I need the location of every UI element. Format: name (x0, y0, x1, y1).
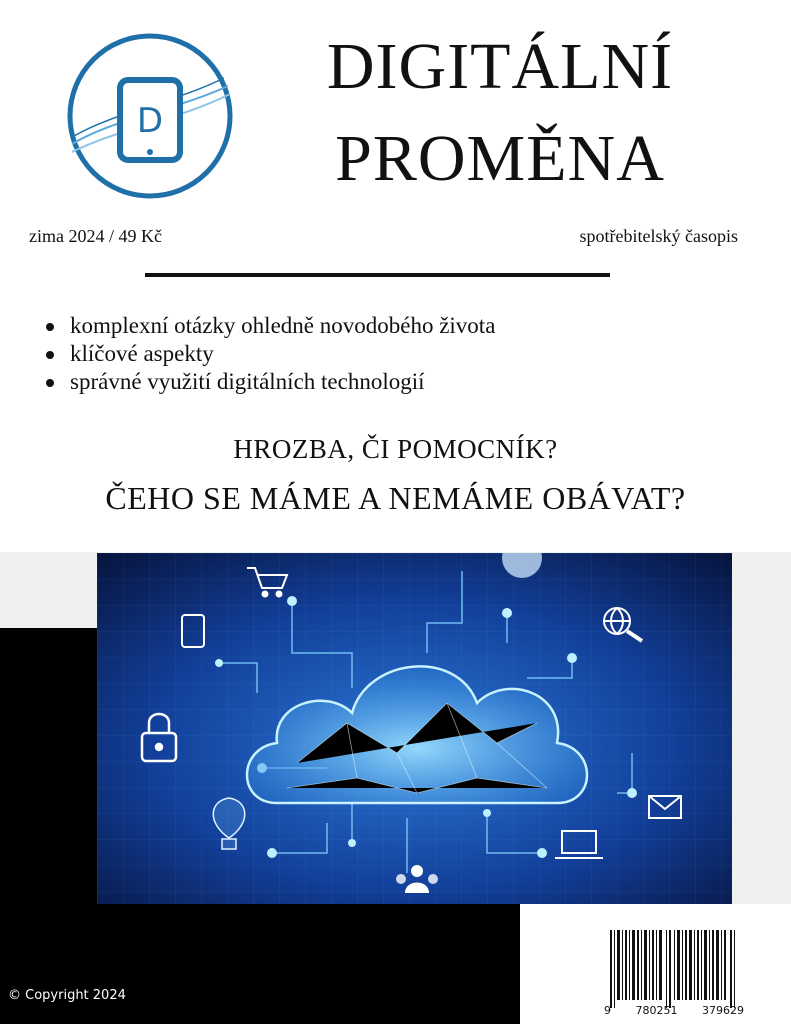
grey-side-panel (730, 552, 791, 904)
bullet-dot-icon (46, 351, 54, 359)
topic-item: komplexní otázky ohledně novodobého života (44, 312, 495, 340)
copyright-text: © Copyright 2024 (8, 988, 126, 1003)
magazine-type: spotřebitelský časopis (579, 226, 738, 246)
issue-info: zima 2024 / 49 Kč (29, 226, 162, 246)
cloud-network-illustration (97, 553, 732, 904)
magazine-title-line2: PROMĚNA (335, 122, 665, 195)
headline-question: HROZBA, ČI POMOCNÍK? (233, 434, 558, 464)
magazine-logo (66, 32, 234, 200)
logo-letter: D (136, 101, 164, 141)
topic-list (44, 312, 495, 396)
topic-item: klíčové aspekty (44, 340, 495, 368)
bullet-dot-icon (46, 379, 54, 387)
barcode-icon (610, 930, 738, 1008)
magazine-title-line1: DIGITÁLNÍ (326, 30, 674, 103)
headline-subquestion: ČEHO SE MÁME A NEMÁME OBÁVAT? (105, 480, 686, 516)
divider-rule (145, 273, 610, 277)
bullet-dot-icon (46, 323, 54, 331)
topic-item: správné využití digitálních technologií (44, 368, 495, 396)
barcode-number: 9 780251 379629 (604, 1004, 744, 1017)
